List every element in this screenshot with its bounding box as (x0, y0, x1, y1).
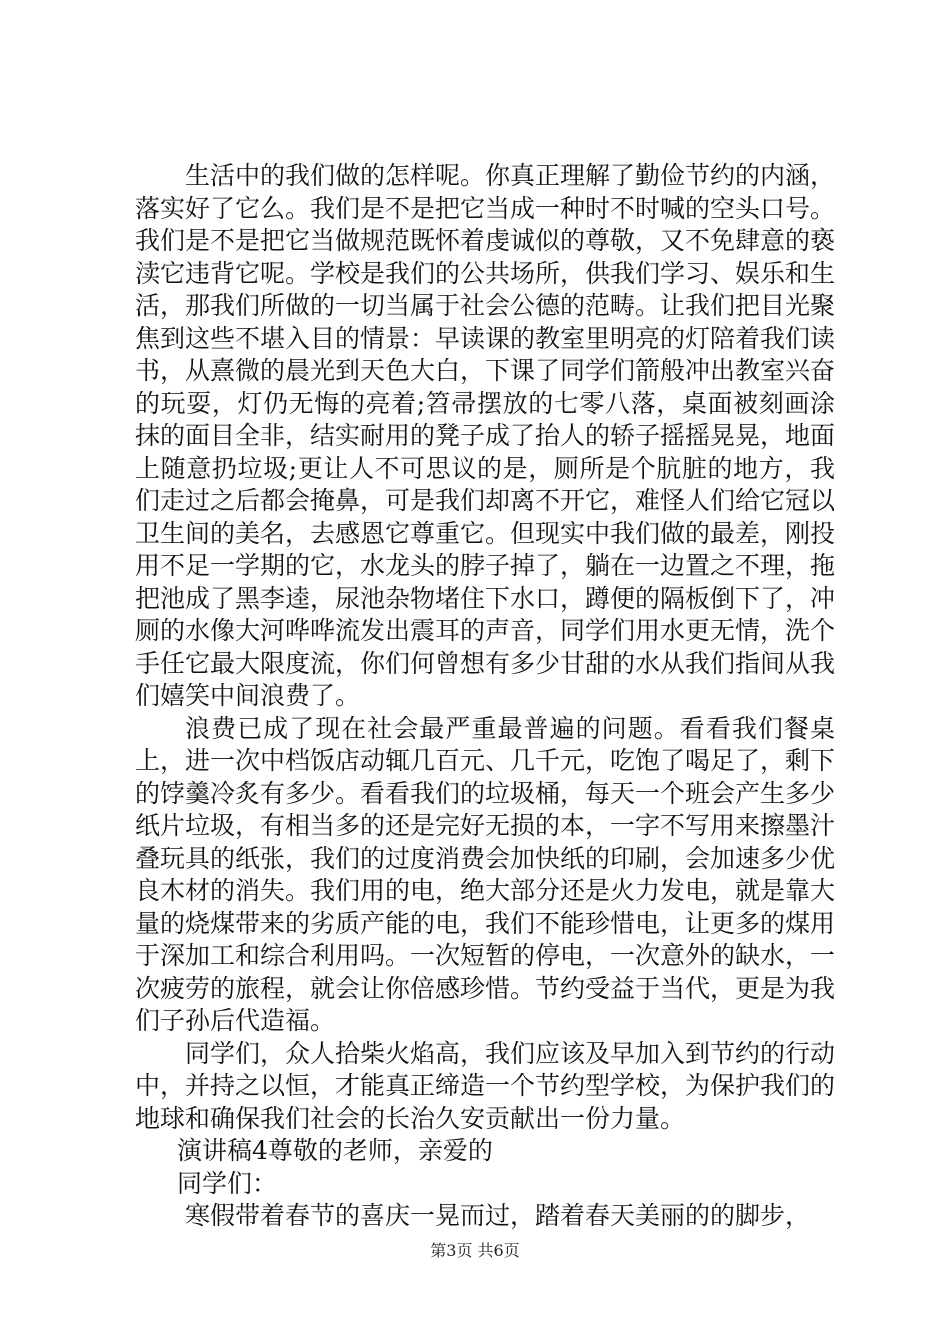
document-body (135, 160, 835, 1233)
paragraph-2: 浪费已成了现在社会最严重最普遍的问题。看看我们餐桌上，进一次中档饭店动辄几百元、几千元，吃饱了喝足了，剩下的饽羹冷炙有多少。看看我们的垃圾桶，每天一个班会产生多少纸片垃圾，有相当多的还是完好无损的本，一字不写用来擦墨汁叠玩具的纸张，我们的过度消费会加快纸的印刷，会加速多少优良木材的消失。我们用的电，绝大部分还是火力发电，就是靠大量的烧煤带来的劣质产能的电，我们不能珍惜电，让更多的煤用于深加工和综合利用吗。一次短暂的停电，一次意外的缺水，一次疲劳的旅程，就会让你倍感珍惜。节约受益于当代，更是为我们子孙后代造福。 (135, 713, 836, 1035)
page-number-footer: 第3页 共6页 (430, 1241, 520, 1260)
speech-heading: 演讲稿4尊敬的老师，亲爱的 (177, 1136, 493, 1165)
paragraph-4: 寒假带着春节的喜庆一晃而过，踏着春天美丽的的脚步， (185, 1201, 811, 1230)
salutation: 同学们： (177, 1168, 278, 1198)
paragraph-1: 生活中的我们做的怎样呢。你真正理解了勤俭节约的内涵，落实好了它么。我们是不是把它当成一种时不时喊的空头口号。我们是不是把它当做规范既怀着虔诚似的尊敬，又不免肆意的亵渎它违背它呢。学校是我们的公共场所，供我们学习、娱乐和生活，那我们所做的一切当属于社会公德的范畴。让我们把目光聚焦到这些不堪入目的情景：早读课的教室里明亮的灯陪着我们读书，从熹微的晨光到天色大白，下课了同学们箭般冲出教室兴奋的玩耍，灯仍无悔的亮着;笤帚摆放的七零八落，桌面被刻画涂抹的面目全非，结实耐用的凳子成了抬人的轿子摇摇晃晃，地面上随意扔垃圾;更让人不可思议的是，厕所是个肮脏的地方，我们走过之后都会掩鼻，可是我们却离不开它，难怪人们给它冠以卫生间的美名，去感恩它尊重它。但现实中我们做的最差，刚投用不足一学期的它，水龙头的脖子掉了，躺在一边置之不理，拖把池成了黑李逵，尿池杂物堵住下水口，蹲便的隔板倒下了，冲厕的水像大河哗哗流发出震耳的声音，同学们用水更无情，洗个手任它最大限度流，你们何曾想有多少甘甜的水从我们指间从我们嬉笑中间浪费了。 (135, 161, 836, 710)
paragraph-3: 同学们，众人拾柴火焰高，我们应该及早加入到节约的行动中，并持之以恒，才能真正缔造一个节约型学校，为保护我们的地球和确保我们社会的长治久安贡献出一份力量。 (135, 1038, 836, 1133)
